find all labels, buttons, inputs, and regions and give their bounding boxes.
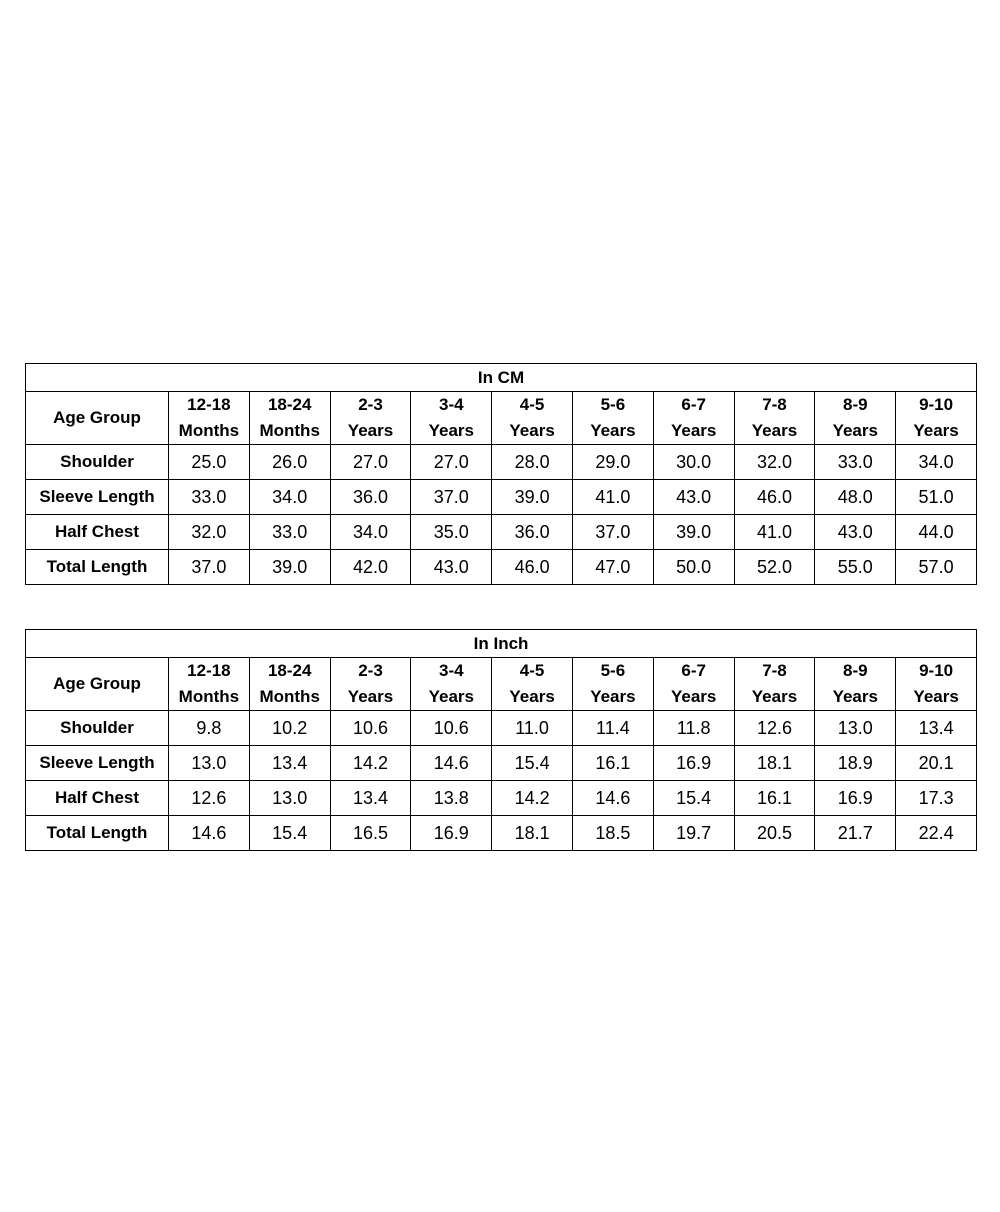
size-column-header xyxy=(815,392,896,445)
measurement-value: 11.8 xyxy=(653,711,734,746)
measurement-value: 41.0 xyxy=(734,515,815,550)
measurement-value: 43.0 xyxy=(411,550,492,585)
table-row xyxy=(26,711,977,746)
size-unit-label: Years xyxy=(751,687,798,706)
size-column-header xyxy=(169,658,250,711)
measurement-value: 10.2 xyxy=(249,711,330,746)
size-range-label: 5-6 xyxy=(600,661,626,680)
measurement-value: 37.0 xyxy=(169,550,250,585)
size-unit-label: Months xyxy=(259,421,320,440)
measurement-value: 25.0 xyxy=(169,445,250,480)
measurement-value: 37.0 xyxy=(572,515,653,550)
measurement-value: 18.9 xyxy=(815,746,896,781)
size-chart-inch-table xyxy=(25,629,977,851)
measurement-value: 13.4 xyxy=(249,746,330,781)
size-column-header xyxy=(492,392,573,445)
size-range-label: 12-18 xyxy=(187,395,231,414)
measurement-value: 14.6 xyxy=(411,746,492,781)
size-unit-label: Years xyxy=(428,687,474,706)
age-group-header: Age Group xyxy=(26,392,169,445)
measurement-value: 10.6 xyxy=(330,711,411,746)
table-header-row xyxy=(26,658,977,711)
measurement-label: Total Length xyxy=(26,550,169,585)
measurement-value: 43.0 xyxy=(653,480,734,515)
measurement-value: 44.0 xyxy=(896,515,977,550)
measurement-value: 36.0 xyxy=(330,480,411,515)
size-range-label: 9-10 xyxy=(919,395,954,414)
size-range-label: 6-7 xyxy=(681,395,706,414)
measurement-value: 14.2 xyxy=(330,746,411,781)
table-row xyxy=(26,480,977,515)
measurement-value: 48.0 xyxy=(815,480,896,515)
size-range-label: 8-9 xyxy=(842,395,868,414)
measurement-value: 15.4 xyxy=(492,746,573,781)
size-unit-label: Years xyxy=(347,421,394,440)
size-range-label: 3-4 xyxy=(439,661,464,680)
table-header-row xyxy=(26,392,977,445)
measurement-label: Shoulder xyxy=(26,711,169,746)
measurement-value: 46.0 xyxy=(734,480,815,515)
measurement-value: 13.4 xyxy=(330,781,411,816)
measurement-value: 17.3 xyxy=(896,781,977,816)
measurement-label: Half Chest xyxy=(26,515,169,550)
size-unit-label: Months xyxy=(178,687,240,706)
size-unit-label: Years xyxy=(509,421,555,440)
size-range-label: 2-3 xyxy=(358,395,383,414)
measurement-value: 36.0 xyxy=(492,515,573,550)
measurement-value: 33.0 xyxy=(249,515,330,550)
size-unit-label: Years xyxy=(670,421,717,440)
measurement-value: 39.0 xyxy=(492,480,573,515)
table-title: In Inch xyxy=(26,630,977,658)
size-column-header xyxy=(653,658,734,711)
measurement-label: Half Chest xyxy=(26,781,169,816)
size-column-header xyxy=(411,392,492,445)
size-column-header xyxy=(330,658,411,711)
measurement-value: 16.9 xyxy=(411,816,492,851)
measurement-value: 41.0 xyxy=(572,480,653,515)
table-title-row xyxy=(26,364,977,392)
size-range-label: 12-18 xyxy=(187,661,231,680)
measurement-value: 47.0 xyxy=(572,550,653,585)
measurement-value: 18.1 xyxy=(492,816,573,851)
size-column-header xyxy=(896,392,977,445)
measurement-value: 9.8 xyxy=(169,711,250,746)
size-column-header xyxy=(572,392,653,445)
size-range-label: 2-3 xyxy=(358,661,383,680)
measurement-value: 15.4 xyxy=(653,781,734,816)
table-row xyxy=(26,746,977,781)
measurement-value: 18.5 xyxy=(572,816,653,851)
size-column-header xyxy=(896,658,977,711)
measurement-value: 16.5 xyxy=(330,816,411,851)
measurement-value: 13.8 xyxy=(411,781,492,816)
size-unit-label: Years xyxy=(913,687,959,706)
measurement-value: 52.0 xyxy=(734,550,815,585)
measurement-value: 10.6 xyxy=(411,711,492,746)
size-range-label: 4-5 xyxy=(519,661,545,680)
measurement-value: 51.0 xyxy=(896,480,977,515)
size-unit-label: Years xyxy=(832,687,878,706)
size-chart-cm-table xyxy=(25,363,977,585)
measurement-value: 46.0 xyxy=(492,550,573,585)
measurement-value: 43.0 xyxy=(815,515,896,550)
size-column-header xyxy=(411,658,492,711)
measurement-value: 14.6 xyxy=(169,816,250,851)
measurement-value: 34.0 xyxy=(896,445,977,480)
size-unit-label: Years xyxy=(590,687,636,706)
measurement-value: 27.0 xyxy=(411,445,492,480)
measurement-value: 28.0 xyxy=(492,445,573,480)
measurement-value: 33.0 xyxy=(815,445,896,480)
measurement-value: 15.4 xyxy=(249,816,330,851)
measurement-value: 12.6 xyxy=(169,781,250,816)
size-range-label: 8-9 xyxy=(842,661,868,680)
size-column-header xyxy=(492,658,573,711)
measurement-value: 39.0 xyxy=(653,515,734,550)
size-column-header xyxy=(815,658,896,711)
size-column-header xyxy=(734,392,815,445)
measurement-value: 55.0 xyxy=(815,550,896,585)
size-column-header xyxy=(249,658,330,711)
size-unit-label: Years xyxy=(590,421,636,440)
measurement-value: 14.6 xyxy=(572,781,653,816)
measurement-value: 34.0 xyxy=(249,480,330,515)
measurement-value: 22.4 xyxy=(896,816,977,851)
measurement-value: 14.2 xyxy=(492,781,573,816)
measurement-value: 16.9 xyxy=(653,746,734,781)
size-column-header xyxy=(169,392,250,445)
size-unit-label: Years xyxy=(751,421,798,440)
measurement-label: Total Length xyxy=(26,816,169,851)
size-range-label: 6-7 xyxy=(681,661,706,680)
measurement-value: 34.0 xyxy=(330,515,411,550)
measurement-value: 32.0 xyxy=(734,445,815,480)
measurement-value: 30.0 xyxy=(653,445,734,480)
size-column-header xyxy=(653,392,734,445)
size-unit-label: Years xyxy=(832,421,878,440)
measurement-value: 26.0 xyxy=(249,445,330,480)
measurement-value: 11.0 xyxy=(492,711,573,746)
measurement-value: 29.0 xyxy=(572,445,653,480)
measurement-label: Sleeve Length xyxy=(26,746,169,781)
size-range-label: 3-4 xyxy=(439,395,464,414)
measurement-value: 13.0 xyxy=(249,781,330,816)
size-unit-label: Years xyxy=(670,687,717,706)
age-group-header: Age Group xyxy=(26,658,169,711)
size-column-header xyxy=(572,658,653,711)
measurement-value: 13.4 xyxy=(896,711,977,746)
measurement-value: 19.7 xyxy=(653,816,734,851)
table-title: In CM xyxy=(26,364,977,392)
measurement-value: 16.1 xyxy=(572,746,653,781)
size-range-label: 18-24 xyxy=(267,395,312,414)
table-row xyxy=(26,515,977,550)
measurement-value: 37.0 xyxy=(411,480,492,515)
measurement-label: Sleeve Length xyxy=(26,480,169,515)
measurement-value: 35.0 xyxy=(411,515,492,550)
size-range-label: 7-8 xyxy=(762,661,787,680)
measurement-label: Shoulder xyxy=(26,445,169,480)
size-range-label: 5-6 xyxy=(600,395,626,414)
measurement-value: 20.1 xyxy=(896,746,977,781)
measurement-value: 11.4 xyxy=(572,711,653,746)
measurement-value: 42.0 xyxy=(330,550,411,585)
size-unit-label: Months xyxy=(259,687,320,706)
table-row xyxy=(26,445,977,480)
size-unit-label: Years xyxy=(913,421,959,440)
size-unit-label: Years xyxy=(428,421,474,440)
measurement-value: 21.7 xyxy=(815,816,896,851)
size-range-label: 4-5 xyxy=(519,395,545,414)
measurement-value: 18.1 xyxy=(734,746,815,781)
measurement-value: 16.1 xyxy=(734,781,815,816)
size-column-header xyxy=(734,658,815,711)
measurement-value: 27.0 xyxy=(330,445,411,480)
size-range-label: 9-10 xyxy=(919,661,954,680)
table-title-row xyxy=(26,630,977,658)
measurement-value: 57.0 xyxy=(896,550,977,585)
table-row xyxy=(26,550,977,585)
table-row xyxy=(26,781,977,816)
size-column-header xyxy=(330,392,411,445)
size-range-label: 18-24 xyxy=(267,661,312,680)
table-row xyxy=(26,816,977,851)
measurement-value: 33.0 xyxy=(169,480,250,515)
measurement-value: 50.0 xyxy=(653,550,734,585)
measurement-value: 20.5 xyxy=(734,816,815,851)
measurement-value: 32.0 xyxy=(169,515,250,550)
size-column-header xyxy=(249,392,330,445)
measurement-value: 16.9 xyxy=(815,781,896,816)
measurement-value: 13.0 xyxy=(815,711,896,746)
size-unit-label: Years xyxy=(347,687,394,706)
size-unit-label: Years xyxy=(509,687,555,706)
measurement-value: 39.0 xyxy=(249,550,330,585)
size-range-label: 7-8 xyxy=(762,395,787,414)
measurement-value: 13.0 xyxy=(169,746,250,781)
measurement-value: 12.6 xyxy=(734,711,815,746)
size-unit-label: Months xyxy=(178,421,240,440)
